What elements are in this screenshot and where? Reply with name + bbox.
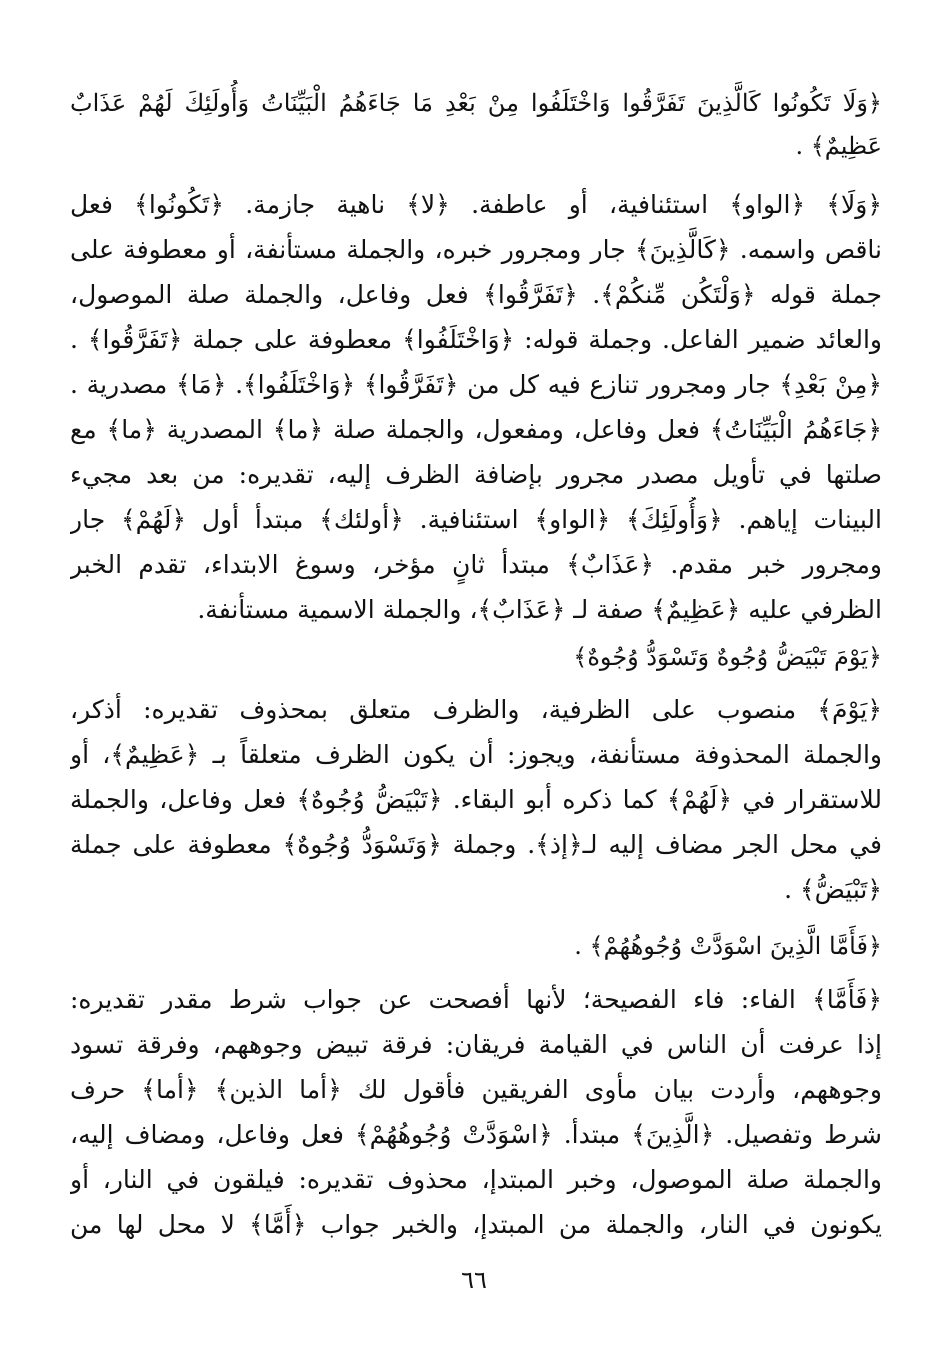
verse-line: عَظِيمٌ﴾ . — [795, 132, 882, 160]
paragraph-line: ﴿جَاءَهُمُ الْبَيِّنَاتُ﴾ فعل وفاعل، ومفعول، والجملة صلة ﴿ما﴾ المصدرية ﴿ما﴾ مع — [70, 415, 882, 444]
page-number: ٦٦ — [461, 1266, 487, 1294]
verse-line: ﴿وَلَا تَكُونُوا كَالَّذِينَ تَفَرَّقُوا وَاخْتَلَفُوا مِنْ بَعْدِ مَا جَاءَهُمُ الْبَيِّنَاتُ وَأُولَئِكَ لَهُمْ عَذَابٌ — [70, 89, 882, 117]
paragraph-line: ﴿تَبْيَضُّ﴾ . — [784, 875, 882, 904]
paragraph-line: للاستقرار في ﴿لَهُمْ﴾ كما ذكره أبو البقاء. ﴿تَبْيَضُّ وُجُوهٌ﴾ فعل وفاعل، والجملة — [70, 785, 882, 814]
paragraph-line: والجملة صلة الموصول، وخبر المبتدإ، محذوف تقديره: فيلقون في النار، أو — [70, 1165, 882, 1194]
paragraph-line: ﴿فَأَمَّا﴾ الفاء: فاء الفصيحة؛ لأنها أفصحت عن جواب شرط مقدر تقديره: — [70, 985, 882, 1014]
paragraph-line: ﴿مِنْ بَعْدِ﴾ جار ومجرور تنازع فيه كل من ﴿تَفَرَّقُوا﴾ ﴿وَاخْتَلَفُوا﴾. ﴿مَا﴾ مصدرية . — [70, 370, 882, 399]
paragraph-line: جملة قوله ﴿وَلْتَكُن مِّنكُمْ﴾. ﴿تَفَرَّقُوا﴾ فعل وفاعل، والجملة صلة الموصول، — [70, 280, 882, 309]
paragraph-line: شرط وتفصيل. ﴿الَّذِينَ﴾ مبتدأ. ﴿اسْوَدَّتْ وُجُوهُهُمْ﴾ فعل وفاعل، ومضاف إليه، — [70, 1120, 882, 1149]
paragraph-line: الظرفي عليه ﴿عَظِيمٌ﴾ صفة لـ ﴿عَذَابٌ﴾، والجملة الاسمية مستأنفة. — [197, 595, 882, 624]
paragraph-line: وجوههم، وأردت بيان مأوى الفريقين فأقول لك ﴿أما الذين﴾ ﴿أما﴾ حرف — [70, 1075, 882, 1104]
verse-line: ﴿فَأَمَّا الَّذِينَ اسْوَدَّتْ وُجُوهُهُمْ﴾ . — [574, 932, 882, 960]
paragraph-line: والعائد ضمير الفاعل. وجملة قوله: ﴿وَاخْتَلَفُوا﴾ معطوفة على جملة ﴿تَفَرَّقُوا﴾ . — [70, 325, 882, 354]
paragraph-line: إذا عرفت أن الناس في القيامة فريقان: فرقة تبيض وجوههم، وفرقة تسود — [70, 1030, 882, 1059]
paragraph-line: يكونون في النار، والجملة من المبتدإ، والخبر جواب ﴿أَمَّا﴾ لا محل لها من — [70, 1210, 882, 1239]
paragraph-line: ناقص واسمه. ﴿كَالَّذِينَ﴾ جار ومجرور خبره، والجملة مستأنفة، أو معطوفة على — [70, 235, 882, 264]
paragraph-line: ﴿وَلَا﴾ ﴿الواو﴾ استئنافية، أو عاطفة. ﴿لا﴾ ناهية جازمة. ﴿تَكُونُوا﴾ فعل — [70, 190, 882, 219]
verse-line: ﴿يَوْمَ تَبْيَضُّ وُجُوهٌ وَتَسْوَدُّ وُجُوهٌ﴾ — [573, 643, 882, 671]
paragraph-line: ﴿يَوْمَ﴾ منصوب على الظرفية، والظرف متعلق بمحذوف تقديره: أذكر، — [70, 695, 882, 724]
paragraph-line: صلتها في تأويل مصدر مجرور بإضافة الظرف إليه، تقديره: من بعد مجيء — [70, 460, 882, 489]
paragraph-line: والجملة المحذوفة مستأنفة، ويجوز: أن يكون الظرف متعلقاً بـ ﴿عَظِيمٌ﴾، أو — [70, 740, 882, 769]
paragraph-line: ومجرور خبر مقدم. ﴿عَذَابٌ﴾ مبتدأ ثانٍ مؤخر، وسوغ الابتداء، تقدم الخبر — [70, 550, 882, 579]
paragraph-line: البينات إياهم. ﴿وَأُولَئِكَ﴾ ﴿الواو﴾ استئنافية. ﴿أولئك﴾ مبتدأ أول ﴿لَهُمْ﴾ جار — [70, 505, 882, 534]
paragraph-line: في محل الجر مضاف إليه لـ﴿إذ﴾. وجملة ﴿وَتَسْوَدُّ وُجُوهٌ﴾ معطوفة على جملة — [70, 830, 882, 859]
